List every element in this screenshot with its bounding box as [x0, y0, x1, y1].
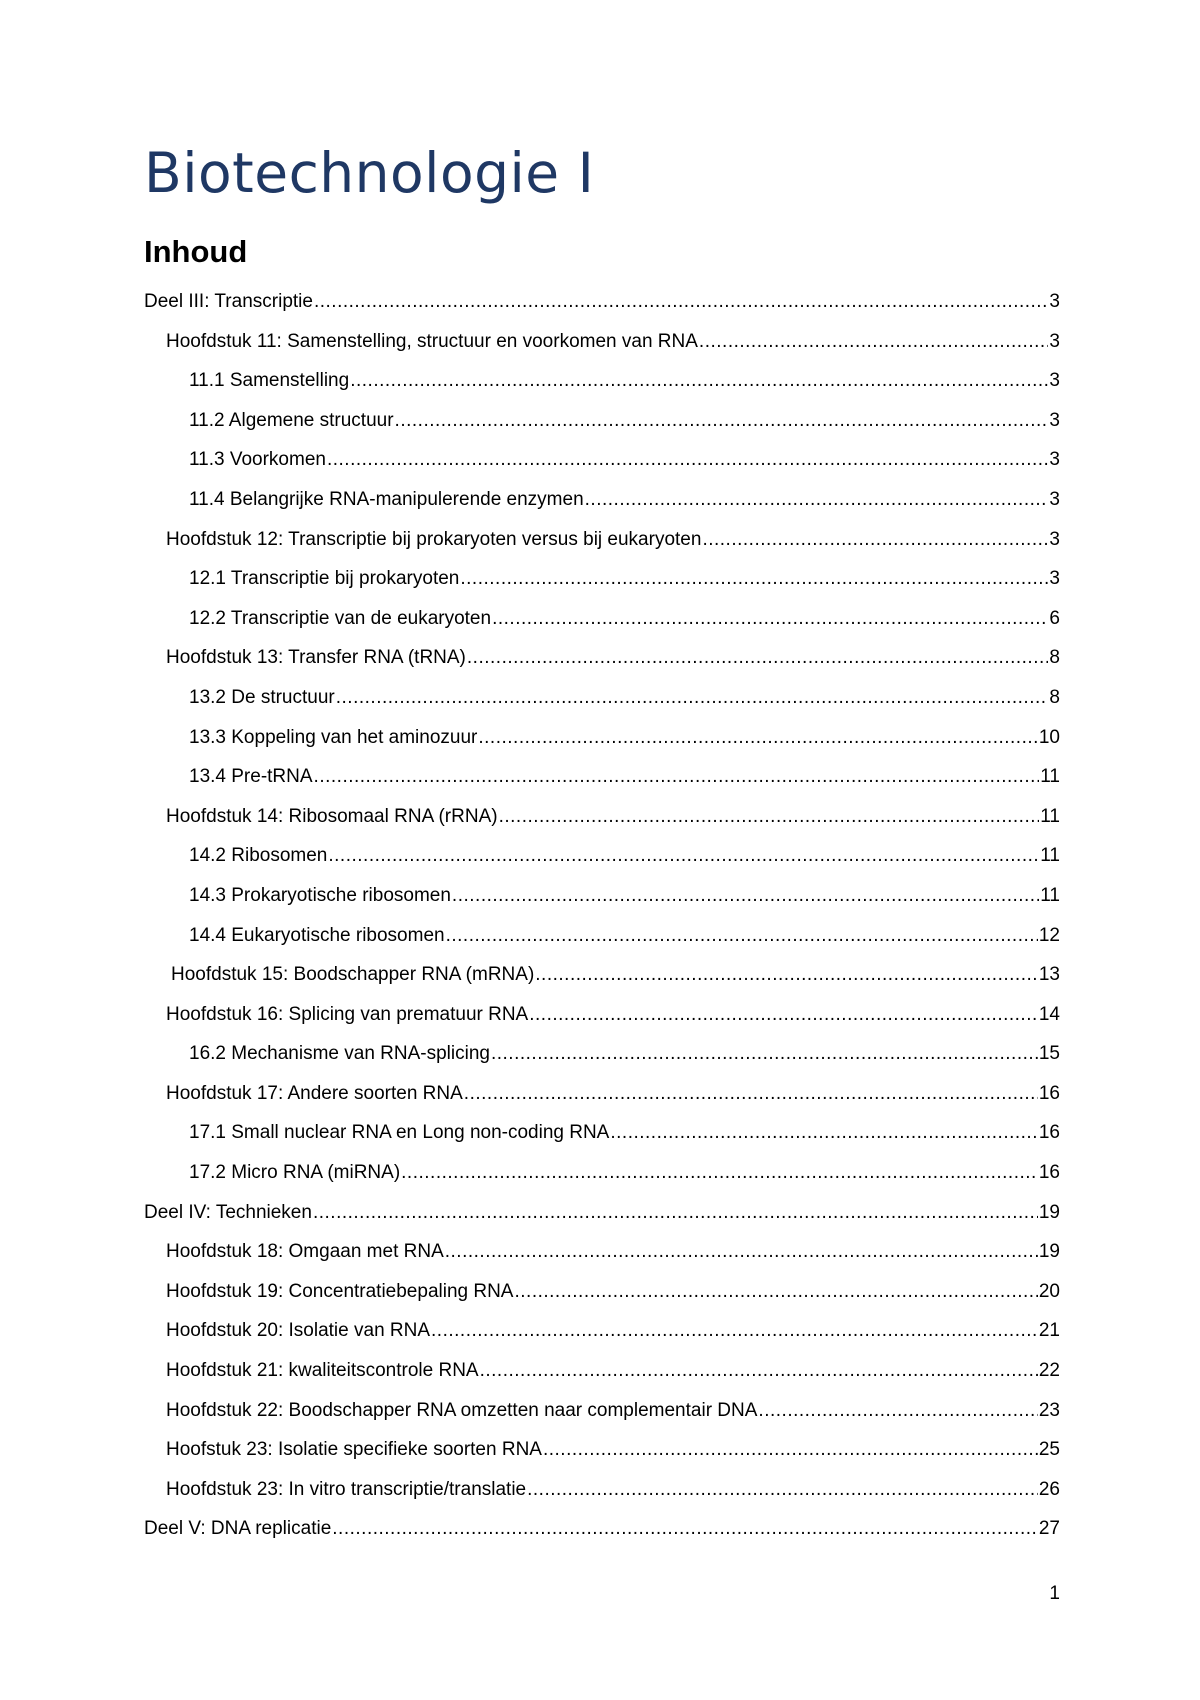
toc-dot-leader	[467, 638, 1049, 678]
toc-entry-title[interactable]: 16.2 Mechanisme van RNA-splicing	[189, 1043, 490, 1065]
toc-entry[interactable]	[144, 1311, 1060, 1351]
toc-entry[interactable]	[144, 599, 1060, 639]
toc-dot-leader	[464, 1074, 1038, 1114]
toc-entry-title[interactable]: Deel IV: Technieken	[144, 1201, 312, 1223]
toc-entry-page: 10	[1038, 726, 1060, 748]
toc-dot-leader	[332, 1509, 1038, 1549]
toc-entry-page: 13	[1038, 964, 1060, 986]
toc-entry[interactable]	[144, 876, 1060, 916]
toc-dot-leader	[535, 955, 1038, 995]
toc-dot-leader	[446, 916, 1038, 956]
toc-entry-title[interactable]: Hoofdstuk 23: In vitro transcriptie/translatie	[166, 1478, 527, 1500]
toc-entry[interactable]	[144, 1153, 1060, 1193]
toc-entry-title[interactable]: 12.2 Transcriptie van de eukaryoten	[189, 607, 492, 629]
toc-entry-title[interactable]: Hoofdstuk 20: Isolatie van RNA	[166, 1320, 431, 1342]
toc-entry[interactable]	[144, 1074, 1060, 1114]
toc-entry-title[interactable]: 17.2 Micro RNA (miRNA)	[189, 1162, 401, 1184]
toc-dot-leader	[460, 559, 1048, 599]
toc-entry[interactable]	[144, 361, 1060, 401]
document-title: Biotechnologie I	[144, 141, 595, 205]
toc-entry-page: 25	[1038, 1439, 1060, 1461]
toc-entry[interactable]	[144, 520, 1060, 560]
toc-entry[interactable]	[144, 836, 1060, 876]
toc-entry-title[interactable]: Hoofdstuk 14: Ribosomaal RNA (rRNA)	[166, 805, 498, 827]
toc-entry-page: 3	[1049, 568, 1060, 590]
toc-entry-page: 23	[1038, 1399, 1060, 1421]
toc-entry-page: 3	[1049, 488, 1060, 510]
toc-entry-page: 19	[1038, 1241, 1060, 1263]
toc-dot-leader	[491, 1034, 1038, 1074]
toc-entry-page: 21	[1038, 1320, 1060, 1342]
toc-dot-leader	[529, 995, 1038, 1035]
toc-dot-leader	[758, 1391, 1037, 1431]
toc-dot-leader	[336, 678, 1049, 718]
toc-entry-page: 16	[1038, 1162, 1060, 1184]
toc-dot-leader	[431, 1311, 1038, 1351]
toc-dot-leader	[492, 599, 1048, 639]
toc-entry-page: 3	[1049, 409, 1060, 431]
toc-entry[interactable]	[144, 401, 1060, 441]
toc-dot-leader	[395, 401, 1049, 441]
toc-entry-title[interactable]: Hoofdstuk 15: Boodschapper RNA (mRNA)	[171, 964, 535, 986]
toc-entry[interactable]	[144, 718, 1060, 758]
toc-entry-page: 3	[1049, 291, 1060, 312]
toc-heading: Inhoud	[144, 234, 248, 269]
toc-entry-page: 11	[1040, 766, 1060, 788]
table-of-contents	[144, 282, 1060, 1549]
toc-entry-title[interactable]: Hoofdstuk 21: kwaliteitscontrole RNA	[166, 1360, 479, 1382]
toc-entry[interactable]	[144, 559, 1060, 599]
toc-entry-page: 6	[1049, 607, 1060, 629]
toc-entry-page: 11	[1040, 805, 1060, 827]
toc-entry-page: 8	[1049, 686, 1060, 708]
toc-entry-title[interactable]: 12.1 Transcriptie bij prokaryoten	[189, 568, 460, 590]
toc-entry-page: 3	[1049, 528, 1060, 550]
toc-entry-page: 16	[1038, 1082, 1060, 1104]
toc-entry[interactable]	[144, 678, 1060, 718]
toc-entry-title[interactable]: 11.4 Belangrijke RNA-manipulerende enzymen	[189, 488, 584, 510]
toc-entry[interactable]	[144, 1113, 1060, 1153]
toc-entry-title[interactable]: Hoofdstuk 19: Concentratiebepaling RNA	[166, 1280, 514, 1302]
toc-entry-title[interactable]: 14.4 Eukaryotische ribosomen	[189, 924, 445, 946]
toc-entry[interactable]	[144, 916, 1060, 956]
toc-entry-title[interactable]: Deel V: DNA replicatie	[144, 1518, 332, 1540]
toc-entry-page: 8	[1049, 647, 1060, 669]
toc-entry-title[interactable]: 14.2 Ribosomen	[189, 845, 328, 867]
toc-entry-page: 15	[1038, 1043, 1060, 1065]
toc-entry-title[interactable]: 11.2 Algemene structuur	[189, 409, 394, 431]
page-number: 1	[1049, 1583, 1060, 1604]
toc-entry[interactable]	[144, 1193, 1060, 1233]
toc-entry-title[interactable]: Hoofdstuk 11: Samenstelling, structuur en voorkomen van RNA	[166, 330, 698, 352]
toc-entry-title[interactable]: 13.3 Koppeling van het aminozuur	[189, 726, 478, 748]
toc-entry-title[interactable]: 13.2 De structuur	[189, 686, 335, 708]
toc-entry[interactable]	[144, 995, 1060, 1035]
toc-dot-leader	[480, 1351, 1038, 1391]
toc-entry-page: 26	[1038, 1478, 1060, 1500]
toc-dot-leader	[314, 282, 1048, 322]
toc-dot-leader	[699, 322, 1049, 362]
toc-entry[interactable]	[144, 1351, 1060, 1391]
toc-entry[interactable]	[144, 1272, 1060, 1312]
toc-dot-leader	[314, 757, 1040, 797]
toc-dot-leader	[401, 1153, 1038, 1193]
toc-entry-title[interactable]: Hoofdstuk 16: Splicing van prematuur RNA	[166, 1003, 529, 1025]
toc-entry-title[interactable]: 11.1 Samenstelling	[189, 370, 350, 392]
toc-dot-leader	[328, 836, 1039, 876]
toc-entry[interactable]	[144, 955, 1060, 995]
toc-entry-title[interactable]: Hoofdstuk 18: Omgaan met RNA	[166, 1241, 444, 1263]
toc-dot-leader	[527, 1470, 1038, 1510]
toc-entry-title[interactable]: 13.4 Pre-tRNA	[189, 766, 313, 788]
toc-entry[interactable]	[144, 480, 1060, 520]
toc-entry-title[interactable]: 17.1 Small nuclear RNA en Long non-coding RNA	[189, 1122, 610, 1144]
toc-entry-title[interactable]: 14.3 Prokaryotische ribosomen	[189, 884, 451, 906]
toc-entry-page: 3	[1049, 330, 1060, 352]
toc-entry-page: 12	[1038, 924, 1060, 946]
toc-entry[interactable]	[144, 1391, 1060, 1431]
toc-entry-page: 27	[1038, 1518, 1060, 1540]
toc-dot-leader	[478, 718, 1037, 758]
toc-dot-leader	[327, 440, 1048, 480]
toc-entry[interactable]	[144, 1430, 1060, 1470]
toc-entry-page: 16	[1038, 1122, 1060, 1144]
toc-dot-leader	[313, 1193, 1038, 1233]
toc-entry[interactable]	[144, 1509, 1060, 1549]
toc-dot-leader	[543, 1430, 1038, 1470]
toc-dot-leader	[585, 480, 1049, 520]
toc-entry-title[interactable]: Deel III: Transcriptie	[144, 291, 313, 312]
toc-entry[interactable]	[144, 1470, 1060, 1510]
toc-entry[interactable]	[144, 1232, 1060, 1272]
toc-entry-title[interactable]: Hoofdstuk 17: Andere soorten RNA	[166, 1082, 463, 1104]
toc-entry[interactable]	[144, 638, 1060, 678]
toc-dot-leader	[702, 520, 1048, 560]
toc-entry-page: 19	[1038, 1201, 1060, 1223]
toc-entry-title[interactable]: Hoofdstuk 22: Boodschapper RNA omzetten naar complementair DNA	[166, 1399, 758, 1421]
toc-entry[interactable]	[144, 440, 1060, 480]
toc-entry-title[interactable]: 11.3 Voorkomen	[189, 449, 326, 471]
toc-dot-leader	[445, 1232, 1038, 1272]
toc-entry-page: 3	[1049, 370, 1060, 392]
toc-entry-title[interactable]: Hoofdstuk 13: Transfer RNA (tRNA)	[166, 647, 466, 669]
toc-entry[interactable]	[144, 282, 1060, 322]
toc-entry-page: 20	[1038, 1280, 1060, 1302]
toc-entry[interactable]	[144, 1034, 1060, 1074]
toc-entry[interactable]	[144, 797, 1060, 837]
toc-entry-page: 3	[1049, 449, 1060, 471]
toc-dot-leader	[452, 876, 1039, 916]
toc-entry[interactable]	[144, 757, 1060, 797]
toc-dot-leader	[499, 797, 1040, 837]
toc-entry-page: 11	[1040, 845, 1060, 867]
toc-entry-page: 22	[1038, 1360, 1060, 1382]
toc-entry-title[interactable]: Hoofdstuk 12: Transcriptie bij prokaryoten versus bij eukaryoten	[166, 528, 702, 550]
toc-entry-page: 11	[1040, 884, 1060, 906]
toc-entry-title[interactable]: Hoofstuk 23: Isolatie specifieke soorten RNA	[166, 1439, 542, 1461]
toc-dot-leader	[514, 1272, 1037, 1312]
toc-dot-leader	[610, 1113, 1038, 1153]
toc-dot-leader	[350, 361, 1048, 401]
toc-entry[interactable]	[144, 322, 1060, 362]
toc-entry-page: 14	[1038, 1003, 1060, 1025]
